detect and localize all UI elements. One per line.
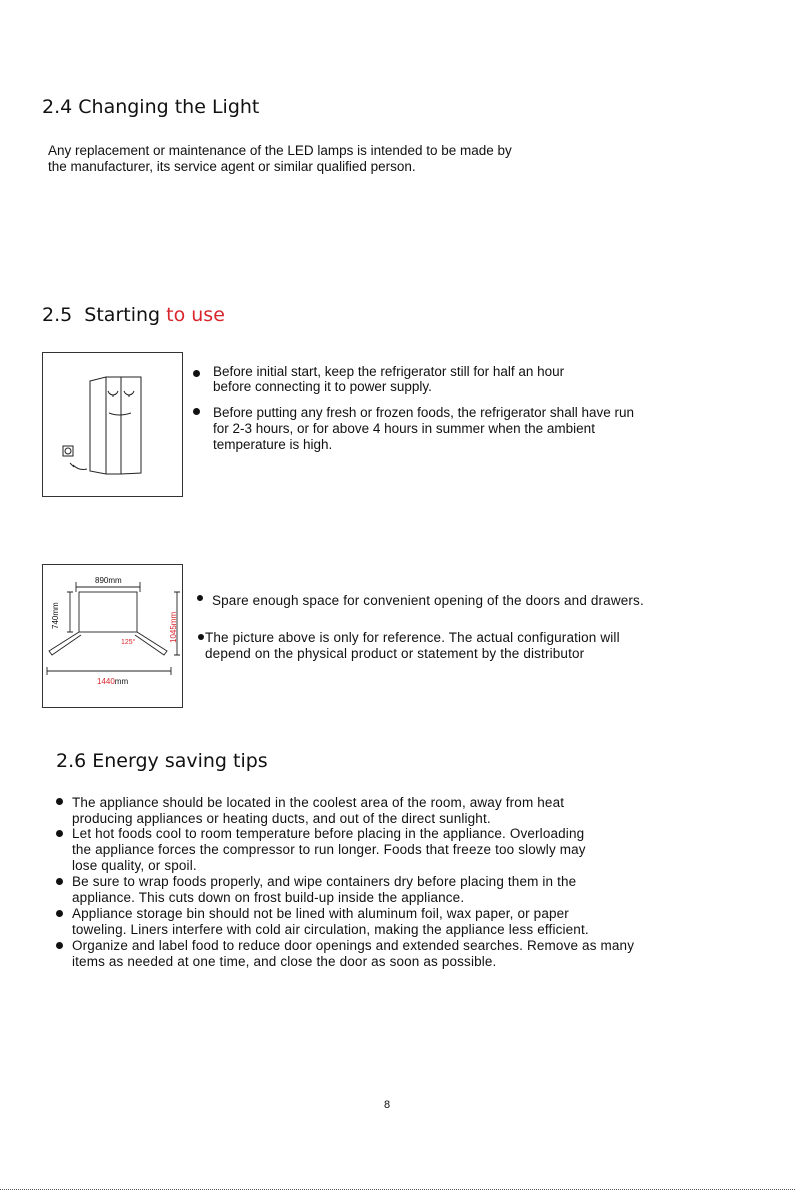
open-width-label [97,677,128,686]
angle-label: 125° [121,639,136,646]
bullet-dot [56,878,63,885]
energy-bullet-3-line-1: Be sure to wrap foods properly, and wipe containers dry before placing them in the [72,874,577,889]
bullet-dot [193,370,200,377]
space-bullet-1: Spare enough space for convenient opening of the doors and drawers. [212,593,644,608]
energy-bullet-1-line-1: The appliance should be located in the coolest area of the room, away from heat [72,795,565,810]
paragraph-led-line-1: Any replacement or maintenance of the LED lamps is intended to be made by [48,143,512,158]
bullet-dot [198,634,204,640]
start-bullet-2-line-2: for 2-3 hours, or for above 4 hours in summer when the ambient [213,421,595,436]
start-bullet-2-line-1: Before putting any fresh or frozen foods, the refrigerator shall have run [213,405,634,420]
heading-2-4: 2.4 Changing the Light [42,96,260,118]
bullet-dot [193,408,200,415]
heading-2-6: 2.6 Energy saving tips [56,750,268,772]
energy-bullet-2-line-2: the appliance forces the compressor to run longer. Foods that freeze too slowly may [72,842,586,857]
space-bullet-2-line-1: The picture above is only for reference. The actual configuration will [205,630,620,645]
bullet-dot [56,910,63,917]
energy-bullet-4-line-2: toweling. Liners interfere with cold air circulation, making the appliance less efficient. [72,922,589,937]
open-width-unit: mm [114,677,129,686]
depth-label: 740mm [51,602,60,629]
dimensions-diagram [42,564,183,708]
energy-bullet-2-line-3: lose quality, or spoil. [72,858,197,873]
heading-2-5-prefix: 2.5 Starting [42,304,167,326]
page-bottom-divider [0,1189,795,1190]
width-label: 890mm [95,576,122,585]
energy-bullet-3-line-2: appliance. This cuts down on frost build-up inside the appliance. [72,890,465,905]
open-width-value: 1440 [97,677,115,686]
start-bullet-2-line-3: temperature is high. [213,437,333,452]
start-bullet-1-line-2: before connecting it to power supply. [213,379,432,394]
fridge-drawing-icon [43,353,182,496]
paragraph-led-line-2: the manufacturer, its service agent or similar qualified person. [48,159,416,174]
energy-bullet-2-line-1: Let hot foods cool to room temperature before placing in the appliance. Overloading [72,826,585,841]
page-number: 8 [384,1099,391,1111]
energy-bullet-5-line-1: Organize and label food to reduce door openings and extended searches. Remove as many [72,938,635,953]
bullet-dot [56,798,63,805]
heading-2-5 [42,304,225,326]
energy-bullet-1-line-2: producing appliances or heating ducts, and out of the direct sunlight. [72,811,491,826]
bullet-dot [56,830,63,837]
bullet-dot [197,595,203,601]
bullet-dot [56,942,63,949]
space-bullet-2-line-2: depend on the physical product or statement by the distributor [205,646,585,661]
fridge-illustration [42,352,183,497]
heading-2-5-highlight: to use [166,304,225,326]
energy-bullet-5-line-2: items as needed at one time, and close the door as soon as possible. [72,954,497,969]
open-depth-label: 1045mm [169,611,178,643]
start-bullet-1-line-1: Before initial start, keep the refrigerator still for half an hour [213,364,565,379]
energy-bullet-4-line-1: Appliance storage bin should not be lined with aluminum foil, wax paper, or paper [72,906,569,921]
